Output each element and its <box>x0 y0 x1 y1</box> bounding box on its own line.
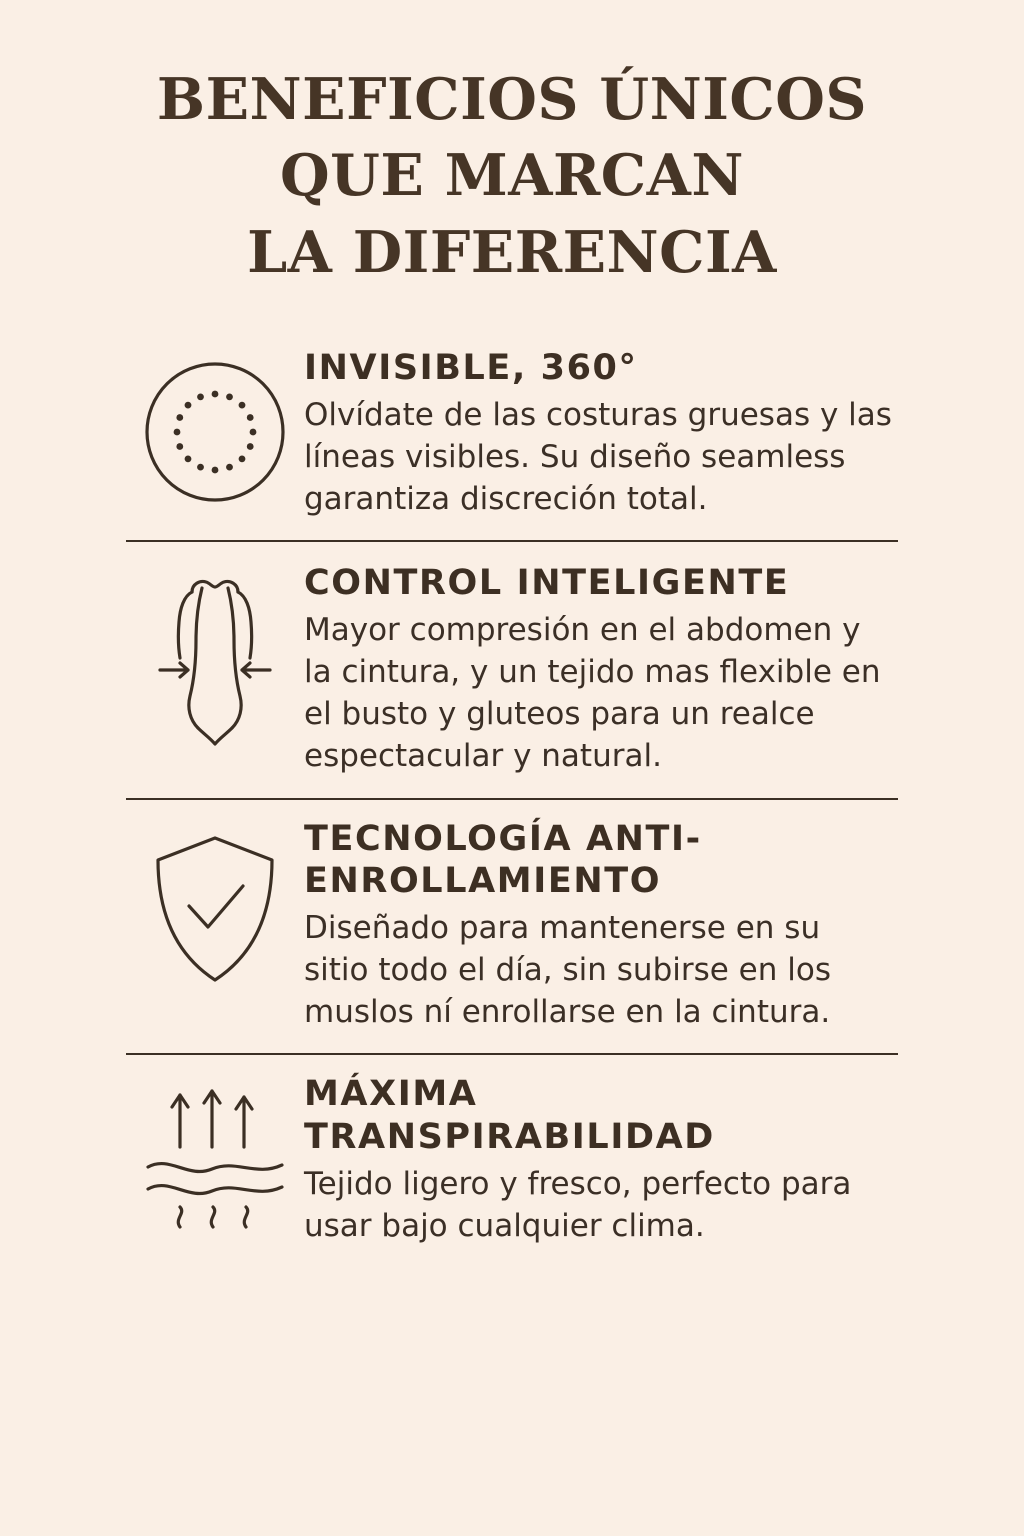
benefit-item-anti-roll <box>126 818 898 1034</box>
benefit-item-breathability <box>126 1073 898 1247</box>
benefit-text-cell <box>304 347 898 520</box>
breathability-arrows-icon <box>140 1085 290 1235</box>
benefit-item-invisible <box>126 343 898 520</box>
benefit-title: MÁXIMA TRANSPIRABILIDAD <box>304 1074 715 1158</box>
benefit-description: Mayor compresión en el abdomen y la cintura, y un tejido mas flexible en el busto y gluteos para un realce espectacular y natural. <box>304 611 881 775</box>
benefit-text-cell <box>304 562 898 777</box>
benefit-description: Tejido ligero y fresco, perfecto para usar bajo cualquier clima. <box>304 1165 852 1244</box>
benefit-icon-cell <box>126 347 304 505</box>
benefit-text-cell <box>304 1073 898 1247</box>
divider <box>126 798 898 800</box>
benefit-text-cell <box>304 818 898 1034</box>
benefit-item-control <box>126 560 898 777</box>
page-title <box>0 0 1024 291</box>
benefit-icon-cell <box>126 562 304 759</box>
benefit-description: Olvídate de las costuras gruesas y las líneas visibles. Su diseño seamless garantiza discreción total. <box>304 396 892 518</box>
benefit-icon-cell <box>126 818 304 988</box>
benefit-icon-cell <box>126 1073 304 1235</box>
page-title-line-1: BENEFICIOS ÚNICOS <box>156 66 868 133</box>
shield-check-icon <box>148 830 282 988</box>
dotted-circle-icon <box>142 359 288 505</box>
page-title-line-2: QUE MARCAN <box>279 142 745 210</box>
divider <box>126 540 898 542</box>
bodysuit-compression-icon <box>140 574 290 759</box>
benefit-title: TECNOLOGÍA ANTI-ENROLLAMIENTO <box>304 818 702 902</box>
benefit-title: INVISIBLE, 360° <box>304 348 638 389</box>
benefit-description: Diseñado para mantenerse en su sitio todo el día, sin subirse en los muslos ní enrollarse en la cintura. <box>304 909 831 1031</box>
divider <box>126 1053 898 1055</box>
page-title-line-3: LA DIFERENCIA <box>247 218 777 286</box>
benefit-title: CONTROL INTELIGENTE <box>304 563 790 604</box>
benefits-list <box>126 291 898 1247</box>
